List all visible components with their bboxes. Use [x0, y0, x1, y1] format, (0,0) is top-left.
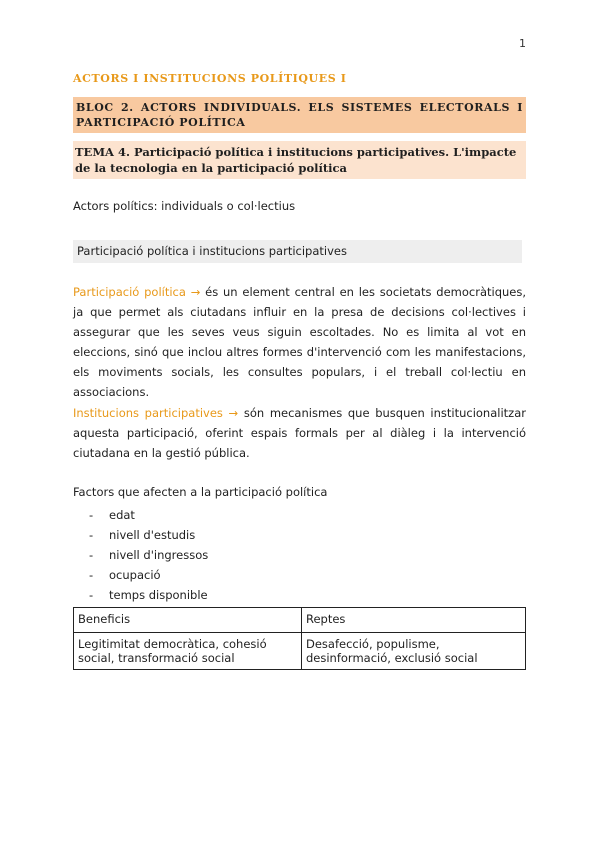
- header-reptes: Reptes: [302, 608, 526, 633]
- list-item-text: nivell d'ingressos: [109, 548, 209, 562]
- list-item-text: edat: [109, 508, 135, 522]
- table-row: [74, 633, 526, 670]
- actors-line: Actors polítics: individuals o col·lectius: [73, 199, 296, 213]
- factors-list: [89, 505, 208, 605]
- tema-heading: TEMA 4. Participació política i institucions participatives. L'impacte de la tecnologia en la participació política: [73, 141, 526, 179]
- list-item: [89, 585, 208, 605]
- bloc-heading: BLOC 2. ACTORS INDIVIDUALS. ELS SISTEMES ELECTORALS I PARTICIPACIÓ POLÍTICA: [73, 97, 526, 133]
- factors-title: Factors que afecten a la participació política: [73, 485, 328, 499]
- list-item-text: nivell d'estudis: [109, 528, 196, 542]
- table-header-row: [74, 608, 526, 633]
- list-item: [89, 525, 208, 545]
- bullet-dash: -: [89, 568, 94, 582]
- section-heading: Participació política i institucions participatives: [73, 240, 522, 263]
- paragraph-participacio-text: és un element central en les societats democràtiques, ja que permet als ciutadans influir en la presa de decisions col·lectives i assegurar que les seves veus siguin escoltades. No es limita al vot en eleccions, sinó que inclou altres formes d'intervenció com les manifestacions, els moviments socials, les consultes populars, i el treball col·lectiu en associacions.: [73, 285, 526, 399]
- list-item: [89, 545, 208, 565]
- paragraph-institucions: [73, 403, 526, 463]
- course-title: ACTORS I INSTITUCIONS POLÍTIQUES I: [73, 72, 347, 85]
- bullet-dash: -: [89, 588, 94, 602]
- list-item: [89, 505, 208, 525]
- benefits-challenges-table: [73, 607, 526, 670]
- list-item-text: ocupació: [109, 568, 161, 582]
- cell-reptes: Desafecció, populisme, desinformació, exclusió social: [302, 633, 526, 670]
- paragraph-institucions-text: són mecanismes que busquen institucionalitzar aquesta participació, oferint espais formals per al diàleg i la intervenció ciutadana en la gestió pública.: [73, 406, 526, 460]
- list-item-text: temps disponible: [109, 588, 208, 602]
- term-participacio: Participació política →: [73, 285, 201, 299]
- bullet-dash: -: [89, 528, 94, 542]
- bullet-dash: -: [89, 548, 94, 562]
- page-number: 1: [519, 37, 526, 50]
- bullet-dash: -: [89, 508, 94, 522]
- cell-beneficis: Legitimitat democràtica, cohesió social, transformació social: [74, 633, 302, 670]
- header-beneficis: Beneficis: [74, 608, 302, 633]
- paragraph-participacio: [73, 282, 526, 402]
- term-institucions: Institucions participatives →: [73, 406, 239, 420]
- list-item: [89, 565, 208, 585]
